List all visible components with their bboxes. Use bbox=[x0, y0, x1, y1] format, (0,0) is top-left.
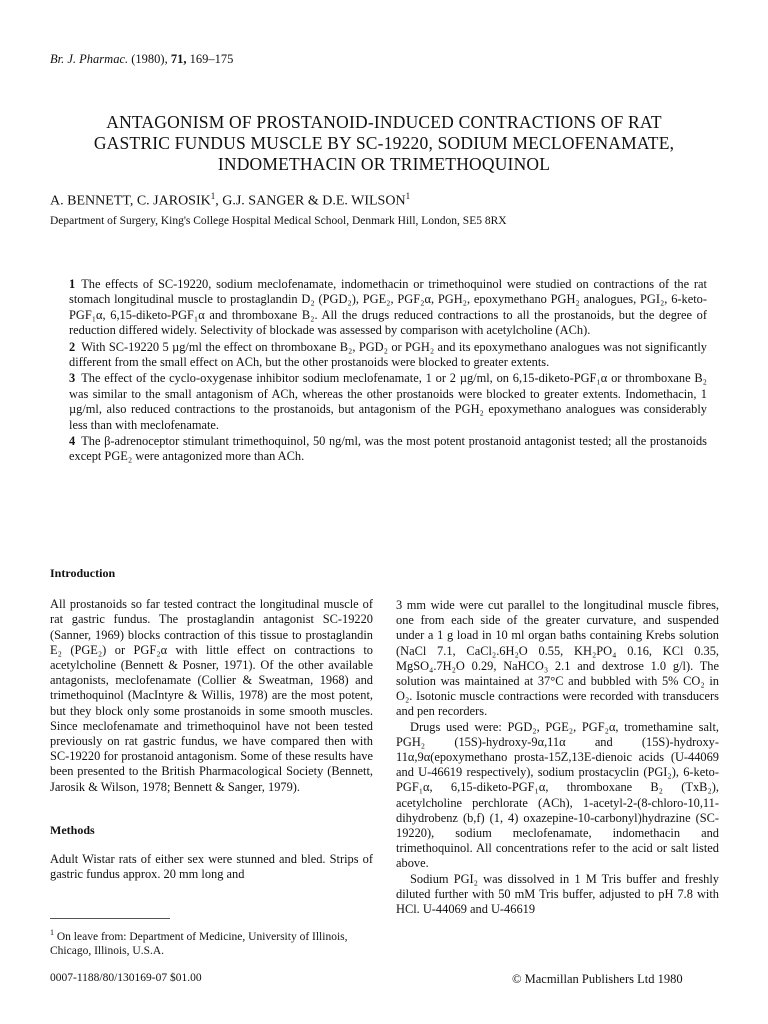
summary-item: 4 The β-adrenoceptor stimulant trimethoquinol, 50 ng/ml, was the most potent prostanoid antagonist tested; all the prostanoids except PGE₂ were antagonized more than ACh. bbox=[69, 434, 707, 464]
methods-paragraph-1: 3 mm wide were cut parallel to the longitudinal muscle fibres, one from each side of the greater curvature, and suspended under a 1 g load in 10 ml organ baths containing Krebs solution (NaCl 7.1, CaCl₂.6H₂O 0.55, KH₂PO₄ 0.16, KCl 0.35, MgSO₄.7H₂O 0.29, NaHCO₃ 2.1 and dextrose 1.0 g/l). The solution was maintained at 37°C and bubbled with 5% CO₂ in O₂. Isotonic muscle contractions were recorded with transducers and pen recorders. bbox=[396, 598, 719, 719]
summary-item: 1 The effects of SC-19220, sodium meclofenamate, indomethacin or trimethoquinol were studied on contractions of the rat stomach longitudinal muscle to prostaglandin D₂ (PGD₂), PGE₂, PGF₂α, PGH₂, epoxymethano PGH₂ analogues, PGI₂, 6-keto-PGF₁α, 6,15-diketo-PGF₁α and thromboxane B₂. All the drugs reduced contractions to all the prostanoids, but the degree of reduction differed widely. Selectivity of blockade was assessed by comparison with acetylcholine (ACh). bbox=[69, 277, 707, 338]
journal-year: (1980), bbox=[131, 52, 168, 66]
summary-block bbox=[69, 277, 707, 466]
author-list: A. BENNETT, C. JAROSIK$^1$, G.J. SANGER & D.E. WILSON$^1$ bbox=[50, 191, 411, 209]
introduction-heading: Introduction bbox=[50, 566, 116, 580]
author-affiliation: Department of Surgery, King's College Hospital Medical School, Denmark Hill, London, SE5 8RX bbox=[50, 215, 507, 227]
journal-name: Br. J. Pharmac. bbox=[50, 52, 129, 66]
methods-paragraph-2: Drugs used were: PGD₂, PGE₂, PGF₂α, tromethamine salt, PGH₂ (15S)-hydroxy-9α,11α and (15S)-hydroxy-11α,9α(epoxymethano prosta-15Z,13E-dienoic acids (U-44069 and U-46619 respectively), sodium prostacyclin (PGI₂), 6-keto-PGF₁α, 6,15-diketo-PGF₁α, thromboxane B₂ (TxB₂), acetylcholine perchlorate (ACh), 1-acetyl-2-(8-chloro-10,11-dihydrobenz (b,f) (1, 4) oxazepine-10-carbonyl)hydrazine (SC-19220), sodium meclofenamate, indomethacin and trimethoquinol. All concentrations refer to the acid or salt listed above. bbox=[396, 719, 719, 871]
left-column bbox=[50, 566, 373, 882]
journal-volume: 71, bbox=[170, 52, 187, 66]
methods-text: Adult Wistar rats of either sex were stunned and bled. Strips of gastric fundus approx. 20 mm long and bbox=[50, 852, 373, 882]
right-column bbox=[396, 598, 719, 917]
journal-pages: 169–175 bbox=[189, 52, 234, 66]
journal-reference bbox=[50, 52, 233, 67]
title-line-3: INDOMETHACIN OR TRIMETHOQUINOL bbox=[217, 154, 551, 174]
footnote-divider bbox=[50, 918, 170, 919]
footnote: $^1$ On leave from: Department of Medicine, University of Illinois, Chicago, Illinois, U.S.A. bbox=[50, 928, 348, 957]
title-line-1: ANTAGONISM OF PROSTANOID-INDUCED CONTRACTIONS OF RAT bbox=[106, 112, 662, 132]
copyright-notice: © Macmillan Publishers Ltd 1980 bbox=[512, 972, 683, 986]
summary-item: 2 With SC-19220 5 µg/ml the effect on thromboxane B₂, PGD₂ or PGH₂ and its epoxymethano analogues was not significantly different from the small effect on ACh, but the other prostanoids were blocked to greater extents. bbox=[69, 339, 707, 370]
methods-heading: Methods bbox=[50, 822, 95, 837]
methods-paragraph-3: Sodium PGI₂ was dissolved in 1 M Tris buffer and freshly diluted further with 50 mM Tris buffer, adjusted to pH 7.8 with HCl. U-44069 and U-46619 bbox=[396, 871, 719, 917]
summary-item: 3 The effect of the cyclo-oxygenase inhibitor sodium meclofenamate, 1 or 2 µg/ml, on 6,15-diketo-PGF₁α or thromboxane B₂ was similar to the small antagonism of ACh, whereas the other prostanoids were blocked to greater extents. Indomethacin, 1 µg/ml, also reduced contractions to the prostanoids, but antagonism of the PGH₂ epoxymethano analogues was considerably less than with meclofenamate. bbox=[69, 371, 707, 432]
article-code: 0007-1188/80/130169-07 $01.00 bbox=[50, 972, 202, 984]
introduction-text: All prostanoids so far tested contract the longitudinal muscle of rat gastric fundus. The prostaglandin antagonist SC-19220 (Sanner, 1969) blocks contraction of this tissue to prostaglandin E₂ (PGE₂) or PGF₂α with little effect on contractions to acetylcholine (Bennett & Posner, 1971). Of the other available antagonists, meclofenamate (Collier & Sweatman, 1968) and trimethoquinol (MacIntyre & Willis, 1978) are the most potent, but they block only some prostanoids in some smooth muscles. Since meclofenamate and trimethoquinol have not been tested previously on rat gastric fundus, we have compared then with SC-19220 for prostanoid antagonism. Some of these results have been presented to the British Pharmacological Society (Bennett, Jarosik & Wilson, 1978; Bennett & Sanger, 1979). bbox=[50, 597, 373, 794]
title-line-2: GASTRIC FUNDUS MUSCLE BY SC-19220, SODIUM MECLOFENAMATE, bbox=[93, 133, 675, 153]
article-title bbox=[40, 112, 728, 175]
